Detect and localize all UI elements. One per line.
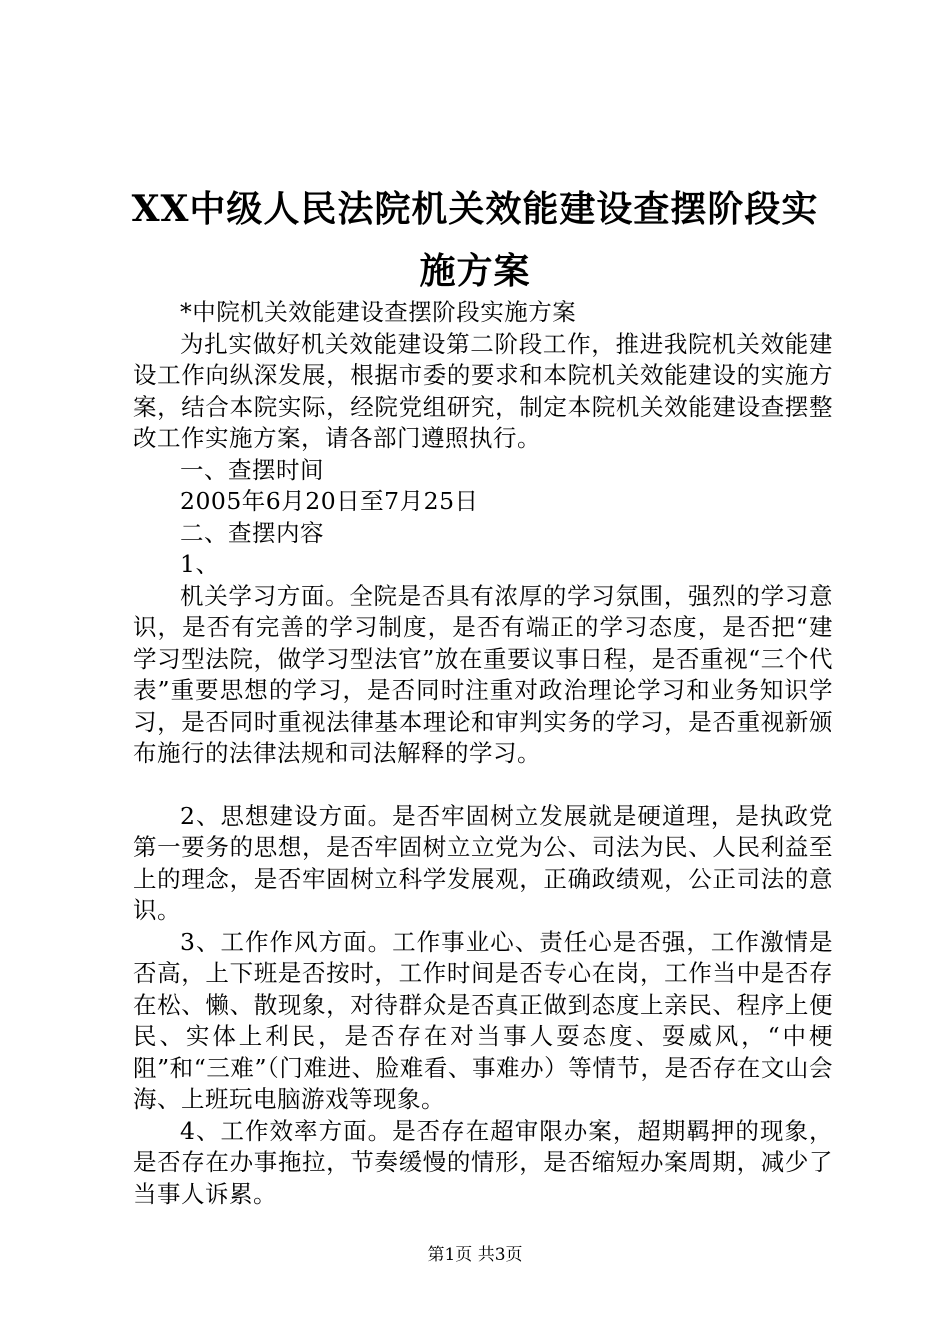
paragraph-subtitle: *中院机关效能建设查摆阶段实施方案 [180, 298, 577, 326]
paragraph-intro: 为扎实做好机关效能建设第二阶段工作，推进我院机关效能建设工作向纵深发展，根据市委的要求和本院机关效能建设的实施方案，结合本院实际，经院党组研究，制定本院机关效能建设查摆整改工作实施方案，请各部门遵照执行。 [133, 329, 833, 452]
document-body [133, 297, 833, 1210]
paragraph-work-style: 3、工作作风方面。工作事业心、责任心是否强，工作激情是否高，上下班是否按时，工作时间是否专心在岗，工作当中是否存在松、懒、散现象，对待群众是否真正做到态度上亲民、程序上便民、实体上利民，是否存在对当事人耍态度、耍威风，“中梗阻”和“三难”（门难进、脸难看、事难办）等情节，是否存在文山会海、上班玩电脑游戏等现象。 [133, 927, 833, 1113]
section-heading-content: 二、查摆内容 [180, 518, 324, 547]
section-heading-time: 一、查摆时间 [180, 455, 324, 484]
paragraph-date-range: 2005年6月20日至7月25日 [180, 487, 479, 515]
paragraph-study: 机关学习方面。全院是否具有浓厚的学习氛围，强烈的学习意识，是否有完善的学习制度，是否有端正的学习态度，是否把“建学习型法院，做学习型法官”放在重要议事日程，是否重视“三个代表”重要思想的学习，是否同时注重对政治理论学习和业务知识学习，是否同时重视法律基本理论和审判实务的学习，是否重视新颁布施行的法律法规和司法解释的学习。 [133, 581, 833, 767]
document-title: XX中级人民法院机关效能建设查摆阶段实施方案 [131, 188, 819, 292]
paragraph-thought: 2、思想建设方面。是否牢固树立发展就是硬道理，是执政党第一要务的思想，是否牢固树立立党为公、司法为民、人民利益至上的理念，是否牢固树立科学发展观，正确政绩观，公正司法的意识。 [133, 801, 833, 924]
item-number-1: 1、 [180, 550, 220, 578]
page-footer: 第1页 共3页 [427, 1245, 523, 1265]
paragraph-efficiency: 4、工作效率方面。是否存在超审限办案，超期羁押的现象，是否存在办事拖拉，节奏缓慢的情形，是否缩短办案周期，减少了当事人诉累。 [133, 1116, 833, 1208]
